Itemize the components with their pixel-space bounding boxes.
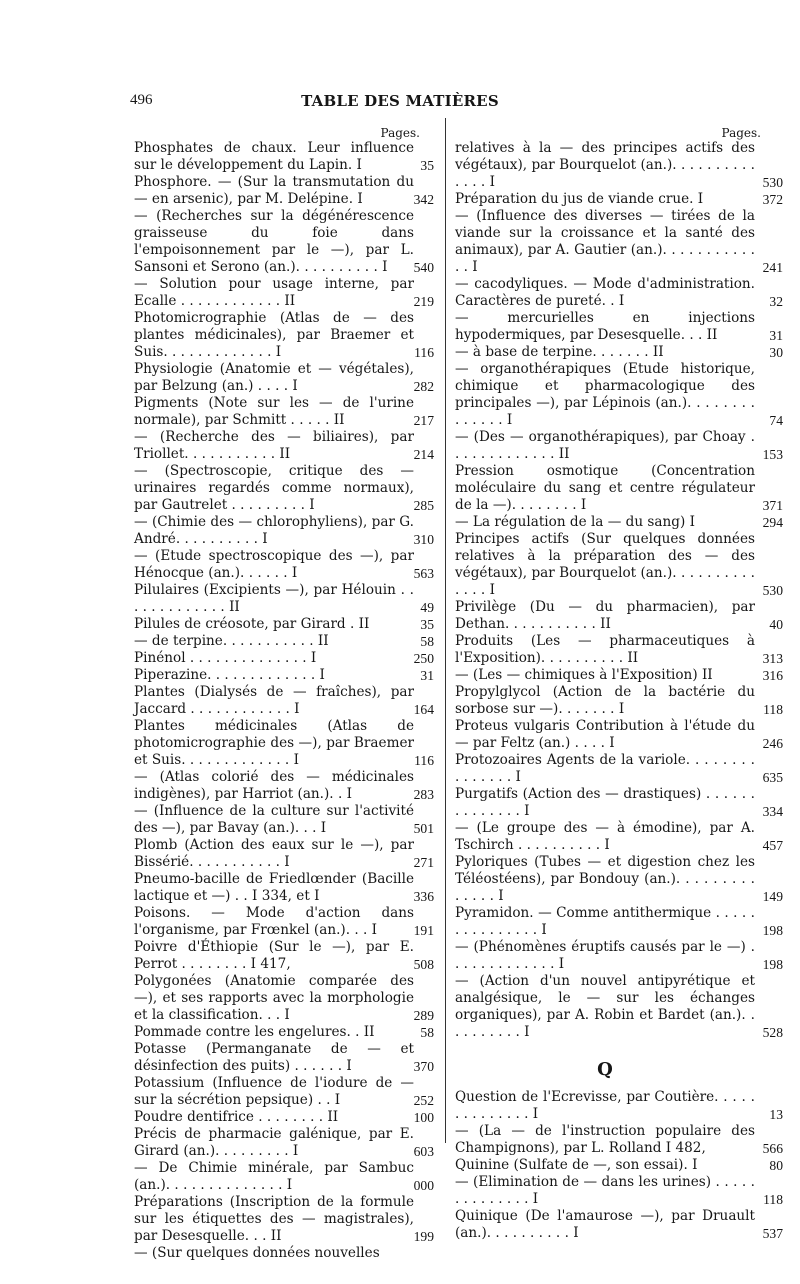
- index-entry-text: Pneumo-bacille de Friedlœnder (Bacille lactique et —) . . I 334, et I: [134, 871, 414, 904]
- index-entry-page: 566: [762, 1141, 783, 1156]
- index-entry-text: Physiologie (Anatomie et — végétales), par Belzung (an.) . . . . I: [134, 361, 414, 394]
- index-entry-text: — (Des — organothérapiques), par Choay . . . . . . . . . . . . . II: [455, 429, 755, 462]
- index-entry-page: 316: [762, 668, 783, 683]
- index-entry-page: 116: [414, 753, 434, 768]
- index-entry-text: — (Recherches sur la dégénérescence graisseuse du foie dans l'empoisonnement par le —), par L. Sansoni et Serono (an.). . . . . . . . . . I: [134, 208, 414, 275]
- index-entry-page: 603: [413, 1144, 434, 1159]
- index-entry: [134, 1160, 434, 1194]
- index-entry: [134, 1109, 434, 1126]
- index-entry-text: Préparation du jus de viande crue. I: [455, 191, 704, 207]
- index-entry-page: 313: [762, 651, 783, 666]
- index-entry-page: 153: [762, 447, 783, 462]
- index-entry: [455, 854, 783, 905]
- index-entry: [134, 463, 434, 514]
- index-entry-text: — (La — de l'instruction populaire des Champignons), par L. Rolland I 482,: [455, 1123, 755, 1156]
- index-entry: [134, 395, 434, 429]
- index-entry: [134, 582, 434, 616]
- page-number: 496: [130, 92, 153, 108]
- index-entry-page: 540: [413, 260, 434, 275]
- left-column: [134, 126, 434, 1262]
- index-entry: [455, 939, 783, 973]
- index-entry: [455, 1123, 783, 1157]
- index-entry: [455, 1174, 783, 1208]
- index-entry: [134, 769, 434, 803]
- index-entry-page: 530: [762, 175, 783, 190]
- index-entry-text: Privilège (Du — du pharmacien), par Dethan. . . . . . . . . . . II: [455, 599, 755, 632]
- index-entry-page: 74: [769, 413, 783, 428]
- index-entry: [134, 140, 434, 174]
- index-entry: [455, 429, 783, 463]
- index-entry-text: Produits (Les — pharmaceutiques à l'Exposition). . . . . . . . . . II: [455, 633, 755, 666]
- index-entry-page: 250: [413, 651, 434, 666]
- index-entry-page: 30: [769, 345, 783, 360]
- index-entry: [455, 276, 783, 310]
- index-entry-text: Photomicrographie (Atlas de — des plantes médicinales), par Braemer et Suis. . . . . . . . . . . . . I: [134, 310, 414, 360]
- index-entry-page: 58: [420, 634, 434, 649]
- index-entry-text: Pinénol . . . . . . . . . . . . . . I: [134, 650, 317, 666]
- index-entry-page: 31: [420, 668, 434, 683]
- index-entry: [134, 667, 434, 684]
- index-entry-page: 508: [413, 957, 434, 972]
- index-entry-page: 371: [762, 498, 783, 513]
- index-entry-page: 32: [769, 294, 783, 309]
- index-entry-text: Pilulaires (Excipients —), par Hélouin . . . . . . . . . . . . . II: [134, 582, 414, 615]
- index-entry-page: 635: [762, 770, 783, 785]
- running-title: TABLE DES MATIÈRES: [301, 92, 499, 110]
- index-entry-text: — Solution pour usage interne, par Ecalle . . . . . . . . . . . . II: [134, 276, 414, 309]
- index-entry: [134, 429, 434, 463]
- index-entry-page: 191: [413, 923, 434, 938]
- index-entry: [455, 1089, 783, 1123]
- index-entry-text: Pyloriques (Tubes — et digestion chez les Téléostéens), par Bondouy (an.). . . . . . . . . . . . . . I: [455, 854, 755, 904]
- index-entry-page: 116: [414, 345, 434, 360]
- section-letter-q: Q: [597, 1059, 613, 1080]
- index-entry: [455, 786, 783, 820]
- column-divider: [445, 118, 446, 1143]
- index-entry-text: — à base de terpine. . . . . . . II: [455, 344, 664, 360]
- index-entry-page: 214: [413, 447, 434, 462]
- index-entry: [134, 1126, 434, 1160]
- index-entry-page: 252: [413, 1093, 434, 1108]
- index-entry-text: Pilules de créosote, par Girard . II: [134, 616, 370, 632]
- index-entry: [134, 718, 434, 769]
- index-entry-page: 199: [413, 1229, 434, 1244]
- index-entry-text: — (Influence des diverses — tirées de la viande sur la croissance et la santé des animaux), par A. Gautier (an.). . . . . . . . . . . . . I: [455, 208, 755, 275]
- index-entry: [455, 514, 783, 531]
- index-entry-page: 285: [413, 498, 434, 513]
- index-entry: [455, 667, 783, 684]
- index-entry-text: Question de l'Ecrevisse, par Coutière. . . . . . . . . . . . . . I: [455, 1089, 755, 1122]
- index-entry: [134, 361, 434, 395]
- index-entry-page: 294: [762, 515, 783, 530]
- index-entry: [134, 548, 434, 582]
- index-entry-text: — (Phénomènes éruptifs causés par le —) . . . . . . . . . . . . . I: [455, 939, 755, 972]
- index-entry: [455, 633, 783, 667]
- index-entry-text: — (Etude spectroscopique des —), par Hénocque (an.). . . . . . I: [134, 548, 414, 581]
- index-entry: [134, 650, 434, 667]
- index-entry: [134, 1245, 414, 1262]
- index-entry: [455, 1208, 783, 1242]
- index-entry: [134, 871, 434, 905]
- index-entry-page: 282: [413, 379, 434, 394]
- index-entry: [455, 463, 783, 514]
- index-entry-page: 80: [769, 1158, 783, 1173]
- index-entry: [134, 837, 434, 871]
- index-entry: [134, 939, 434, 973]
- index-entry-text: Quinique (De l'amaurose —), par Druault (an.). . . . . . . . . . I: [455, 1208, 755, 1241]
- index-entry: [134, 174, 434, 208]
- index-entry-page: 149: [762, 889, 783, 904]
- index-entry: [134, 310, 434, 361]
- index-entry-text: — De Chimie minérale, par Sambuc (an.). . . . . . . . . . . . . . I: [134, 1160, 414, 1193]
- index-entry: [134, 803, 434, 837]
- index-entry-text: — cacodyliques. — Mode d'administration. Caractères de pureté. . I: [455, 276, 755, 309]
- index-entry-text: — (Recherche des — biliaires), par Triollet. . . . . . . . . . . II: [134, 429, 414, 462]
- index-entry-text: — (Le groupe des — à émodine), par A. Tschirch . . . . . . . . . . I: [455, 820, 755, 853]
- index-entry-page: 35: [420, 617, 434, 632]
- index-entry-text: Propylglycol (Action de la bactérie du sorbose sur —). . . . . . . I: [455, 684, 755, 717]
- index-entry: [134, 1024, 434, 1041]
- index-entry: [455, 1157, 783, 1174]
- index-entry-text: Plomb (Action des eaux sur le —), par Bissérié. . . . . . . . . . . I: [134, 837, 414, 870]
- index-entry: [134, 514, 434, 548]
- index-entry: [455, 820, 783, 854]
- index-entry: [134, 1041, 434, 1075]
- index-entry-page: 334: [762, 804, 783, 819]
- index-entry-text: Principes actifs (Sur quelques données relatives à la préparation des — des végétaux), par Bourquelot (an.). . . . . . . . . . . . . . I: [455, 531, 755, 598]
- pages-label: Pages.: [721, 126, 761, 140]
- index-entry-text: — (Spectroscopie, critique des — urinaires regardés comme normaux), par Gautrelet . . . . . . . . . I: [134, 463, 414, 513]
- index-entry: [134, 905, 434, 939]
- index-entry-text: Pyramidon. — Comme antithermique . . . . . . . . . . . . . . . I: [455, 905, 755, 938]
- index-entry: [455, 684, 783, 718]
- index-entry-page: 217: [413, 413, 434, 428]
- index-entry-text: Pression osmotique (Concentration moléculaire du sang et centre régulateur de la —). . . . . . . . I: [455, 463, 755, 513]
- right-entry-list: [455, 140, 783, 1041]
- left-entry-list: [134, 140, 434, 1262]
- index-entry: [455, 599, 783, 633]
- index-entry-text: Poudre dentifrice . . . . . . . . II: [134, 1109, 339, 1125]
- index-entry: [134, 276, 434, 310]
- index-entry-text: Plantes (Dialysés de — fraîches), par Jaccard . . . . . . . . . . . . I: [134, 684, 414, 717]
- index-entry-page: 457: [762, 838, 783, 853]
- index-entry-text: Pigments (Note sur les — de l'urine normale), par Schmitt . . . . . II: [134, 395, 414, 428]
- index-entry-page: 164: [413, 702, 434, 717]
- index-entry-page: 198: [762, 923, 783, 938]
- right-column: [455, 126, 783, 1242]
- index-entry-text: — (Sur quelques données nouvelles: [134, 1245, 380, 1261]
- index-entry-text: Plantes médicinales (Atlas de photomicrographie des —), par Braemer et Suis. . . . . . . . . . . . . I: [134, 718, 414, 768]
- index-entry-page: 35: [420, 158, 434, 173]
- index-entry: [134, 1075, 434, 1109]
- index-entry-page: 198: [762, 957, 783, 972]
- index-entry-text: relatives à la — des principes actifs des végétaux), par Bourquelot (an.). . . . . . . . . . . . . . I: [455, 140, 755, 190]
- index-entry-text: Phosphore. — (Sur la transmutation du — en arsenic), par M. Delépine. I: [134, 174, 414, 207]
- index-entry: [455, 208, 783, 276]
- index-entry-text: Poisons. — Mode d'action dans l'organisme, par Frœnkel (an.). . . I: [134, 905, 414, 938]
- index-entry-text: Précis de pharmacie galénique, par E. Girard (an.). . . . . . . . . I: [134, 1126, 414, 1159]
- index-entry-text: Phosphates de chaux. Leur influence sur le développement du Lapin. I: [134, 140, 414, 173]
- index-entry-text: — (Atlas colorié des — médicinales indigènes), par Harriot (an.). . I: [134, 769, 414, 802]
- index-entry-text: — (Influence de la culture sur l'activité des —), par Bavay (an.). . . I: [134, 803, 414, 836]
- index-entry-page: 537: [762, 1226, 783, 1241]
- index-entry: [455, 191, 783, 208]
- index-entry-page: 40: [769, 617, 783, 632]
- index-entry-text: Purgatifs (Action des — drastiques) . . . . . . . . . . . . . . I: [455, 786, 755, 819]
- index-entry: [455, 140, 783, 191]
- index-entry-text: Piperazine. . . . . . . . . . . . . I: [134, 667, 325, 683]
- index-entry-text: Potassium (Influence de l'iodure de — sur la sécrétion pepsique) . . I: [134, 1075, 414, 1108]
- q-entry-list: [455, 1089, 783, 1242]
- index-entry-page: 31: [769, 328, 783, 343]
- index-entry-page: 271: [413, 855, 434, 870]
- index-entry-text: — organothérapiques (Etude historique, chimique et pharmacologique des principales —), par Lépinois (an.). . . . . . . . . . . . . . I: [455, 361, 755, 428]
- index-entry: [455, 718, 783, 752]
- index-entry-text: — (Action d'un nouvel antipyrétique et analgésique, le — sur les échanges organiques), par A. Robin et Bardet (an.). . . . . . . . . . I: [455, 973, 755, 1040]
- index-entry: [134, 1194, 434, 1245]
- index-entry: [455, 752, 783, 786]
- index-entry-text: Quinine (Sulfate de —, son essai). I: [455, 1157, 698, 1173]
- index-entry: [134, 633, 434, 650]
- index-entry-page: 246: [762, 736, 783, 751]
- index-entry: [455, 344, 783, 361]
- index-entry-text: — mercurielles en injections hypodermiques, par Desesquelle. . . II: [455, 310, 755, 343]
- index-entry-page: 370: [413, 1059, 434, 1074]
- index-entry: [455, 310, 783, 344]
- index-entry-text: Poivre d'Éthiopie (Sur le —), par E. Perrot . . . . . . . . I 417,: [134, 939, 414, 972]
- index-entry: [455, 905, 783, 939]
- index-entry-text: — (Les — chimiques à l'Exposition) II: [455, 667, 713, 683]
- index-entry-text: — de terpine. . . . . . . . . . . II: [134, 633, 329, 649]
- index-entry-page: 342: [413, 192, 434, 207]
- index-entry-text: Protozoaires Agents de la variole. . . . . . . . . . . . . . . I: [455, 752, 755, 785]
- index-entry-page: 372: [762, 192, 783, 207]
- index-entry: [134, 208, 434, 276]
- index-entry-page: 241: [762, 260, 783, 275]
- index-entry-page: 283: [413, 787, 434, 802]
- index-entry-page: 528: [762, 1025, 783, 1040]
- pages-label: Pages.: [380, 126, 420, 140]
- index-entry: [134, 973, 434, 1024]
- index-entry-text: Proteus vulgaris Contribution à l'étude du — par Feltz (an.) . . . . I: [455, 718, 755, 751]
- index-entry-page: 000: [413, 1178, 434, 1193]
- index-entry-page: 118: [763, 1192, 783, 1207]
- index-entry-text: — (Chimie des — chlorophyliens), par G. André. . . . . . . . . . I: [134, 514, 414, 547]
- index-entry: [134, 684, 434, 718]
- index-entry-text: Pommade contre les engelures. . II: [134, 1024, 375, 1040]
- index-entry-page: 13: [769, 1107, 783, 1122]
- index-entry-text: — La régulation de la — du sang) I: [455, 514, 695, 530]
- index-entry: [455, 973, 783, 1041]
- index-entry: [455, 531, 783, 599]
- index-entry-page: 219: [413, 294, 434, 309]
- index-entry-page: 100: [413, 1110, 434, 1125]
- index-entry-page: 49: [420, 600, 434, 615]
- index-entry-text: — (Elimination de — dans les urines) . . . . . . . . . . . . . . I: [455, 1174, 755, 1207]
- index-entry-page: 118: [763, 702, 783, 717]
- index-entry: [134, 616, 434, 633]
- index-entry-page: 336: [413, 889, 434, 904]
- index-entry-page: 501: [413, 821, 434, 836]
- index-entry-page: 58: [420, 1025, 434, 1040]
- index-entry-page: 289: [413, 1008, 434, 1023]
- index-entry-text: Préparations (Inscription de la formule sur les étiquettes des — magistrales), par Desesquelle. . . II: [134, 1194, 414, 1244]
- index-entry-page: 530: [762, 583, 783, 598]
- index-entry-page: 310: [413, 532, 434, 547]
- index-entry: [455, 361, 783, 429]
- index-entry-text: Potasse (Permanganate de — et désinfection des puits) . . . . . . I: [134, 1041, 414, 1074]
- index-entry-page: 563: [413, 566, 434, 581]
- index-entry-text: Polygonées (Anatomie comparée des —), et ses rapports avec la morphologie et la classification. . . I: [134, 973, 414, 1023]
